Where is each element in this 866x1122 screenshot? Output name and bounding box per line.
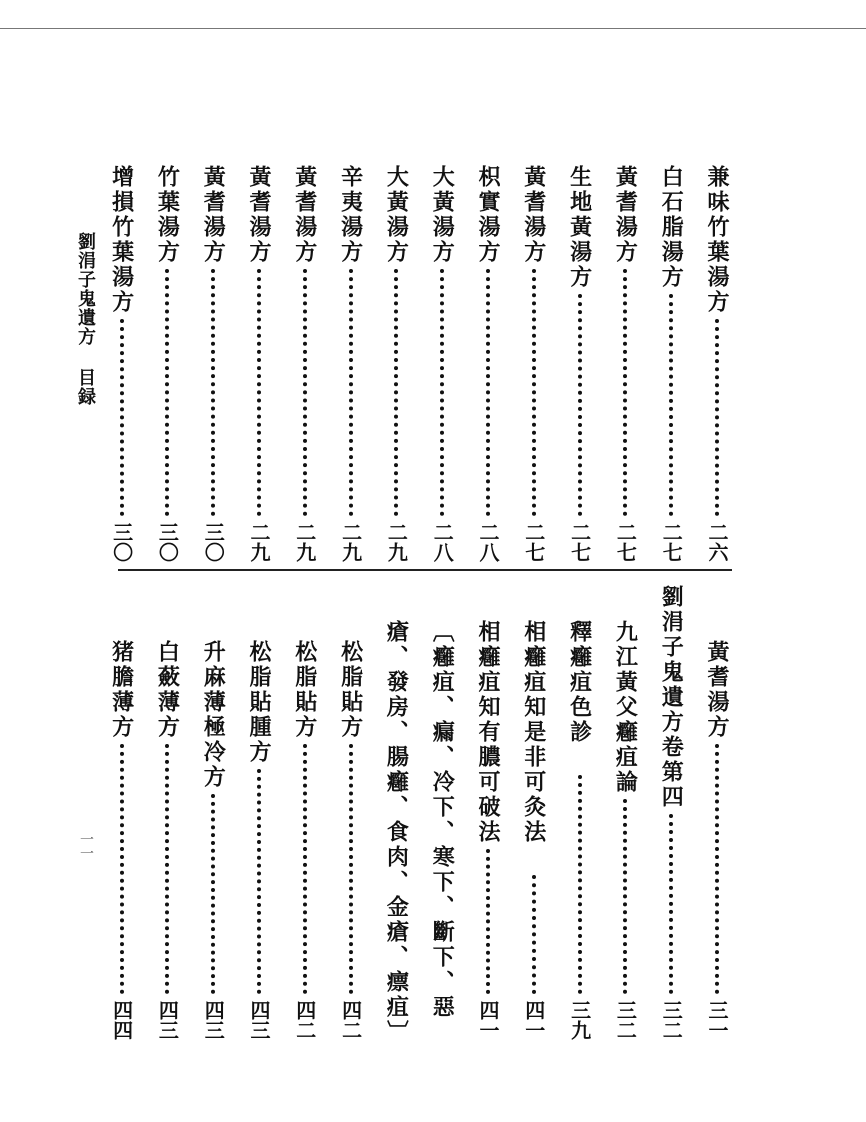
- entry-title: 增損竹葉湯方: [108, 165, 135, 315]
- dot-leader: [303, 744, 307, 994]
- entry-page-number: 二七: [659, 522, 684, 562]
- entry-page-number: 四一: [476, 1000, 500, 1040]
- entry-title: 兼味竹葉湯方: [704, 165, 730, 315]
- entry-page-number: 四三: [201, 1000, 226, 1040]
- toc-entry: [200, 640, 226, 1040]
- entry-page-number: 二七: [567, 522, 592, 562]
- toc-entry: [338, 640, 364, 1040]
- section-title: 目録: [75, 368, 96, 406]
- dot-leader: [165, 269, 169, 516]
- entry-page-number: 二九: [247, 522, 271, 562]
- toc-entry: [200, 165, 226, 562]
- entry-title: 相癰疽知是非可灸法: [520, 620, 547, 845]
- entry-title: 黃耆湯方: [520, 165, 547, 265]
- toc-entry: [292, 165, 318, 562]
- dot-leader: [715, 744, 719, 994]
- dot-leader: [120, 744, 124, 994]
- toc-entry: [612, 165, 638, 562]
- entry-title: 〔癰疽、瘺、冷下、寒下、斷下、惡: [429, 620, 456, 1020]
- dot-leader: [669, 814, 673, 994]
- entry-page-number: 二九: [384, 522, 409, 562]
- dot-leader: [349, 744, 353, 994]
- dot-leader: [715, 319, 719, 516]
- toc-entry: [154, 640, 180, 1040]
- dot-leader: [211, 794, 215, 994]
- dot-leader: [165, 744, 169, 994]
- entry-page-number: 二六: [705, 522, 729, 562]
- entry-page-number: 三二: [659, 1000, 684, 1040]
- toc-entry: [109, 165, 135, 562]
- entry-title: 白蘞薄方: [154, 640, 181, 740]
- toc-entry: [658, 165, 684, 562]
- entry-page-number: 二九: [292, 522, 317, 562]
- entry-title: 竹葉湯方: [154, 165, 181, 265]
- entry-page-number: 四二: [338, 1000, 363, 1040]
- toc-entry: [154, 165, 180, 562]
- entry-title: 白石脂湯方: [658, 165, 685, 290]
- dot-leader: [623, 269, 627, 516]
- entry-title: 升麻薄極冷方: [200, 640, 227, 790]
- toc-entry: [567, 620, 593, 1040]
- entry-title: 辛夷湯方: [337, 165, 364, 265]
- toc-entry: [246, 165, 272, 562]
- toc-entry: [612, 620, 638, 1040]
- dot-leader: [257, 269, 261, 516]
- entry-title: 生地黃湯方: [566, 165, 593, 290]
- dot-leader: [303, 269, 307, 516]
- entry-page-number: 二七: [613, 522, 638, 562]
- dot-leader: [486, 849, 490, 994]
- entry-title: 黃耆湯方: [291, 165, 318, 265]
- entry-page-number: 四三: [247, 1000, 271, 1040]
- toc-entry: [109, 640, 135, 1040]
- dot-leader: [349, 269, 353, 516]
- toc-entry: [383, 620, 410, 1045]
- entry-title: 釋癰疽色診: [566, 620, 593, 745]
- entry-title: 松脂貼方: [291, 640, 318, 740]
- dot-leader: [120, 319, 124, 516]
- divider-rule: [118, 569, 732, 571]
- toc-entry: [246, 640, 272, 1040]
- entry-title: 大黃湯方: [383, 165, 410, 265]
- entry-page-number: 三二: [613, 1000, 638, 1040]
- dot-leader: [532, 875, 536, 994]
- entry-page-number: 四三: [155, 1000, 180, 1040]
- toc-entry: [704, 640, 730, 1040]
- entry-page-number: 二九: [338, 522, 363, 562]
- entry-page-number: 四二: [292, 1000, 317, 1040]
- entry-title: 枳實湯方: [475, 165, 501, 265]
- dot-leader: [578, 775, 582, 994]
- entry-title: 黃耆湯方: [200, 165, 227, 265]
- dot-leader: [532, 269, 536, 516]
- entry-title: 黃耆湯方: [612, 165, 639, 265]
- entry-page-number: 二八: [430, 522, 455, 562]
- entry-title: 黃耆湯方: [704, 640, 730, 740]
- toc-entry: [429, 620, 455, 1040]
- toc-entry: [704, 165, 730, 562]
- toc-entry: [292, 640, 318, 1040]
- toc-entry: [429, 165, 455, 562]
- entry-title: 松脂貼方: [337, 640, 364, 740]
- toc-entry: [383, 165, 409, 562]
- entry-page-number: 三〇: [201, 522, 226, 562]
- entry-page-number: 三九: [567, 1000, 592, 1040]
- dot-leader: [669, 294, 673, 516]
- top-border-line: [0, 28, 866, 29]
- dot-leader: [394, 269, 398, 516]
- dot-leader: [578, 294, 582, 516]
- dot-leader: [440, 269, 444, 516]
- entry-title: 松脂貼腫方: [246, 640, 272, 765]
- book-title: 劉涓子鬼遺方: [75, 232, 96, 346]
- entry-title: 黃耆湯方: [246, 165, 272, 265]
- toc-entry: [658, 585, 684, 1040]
- toc-entry: [475, 165, 501, 562]
- entry-title: 猪膽薄方: [108, 640, 135, 740]
- entry-page-number: 四四: [109, 1000, 134, 1040]
- entry-page-number: 三〇: [155, 522, 180, 562]
- entry-page-number: 二八: [476, 522, 500, 562]
- dot-leader: [257, 769, 261, 994]
- entry-title: 九江黃父癰疽論: [612, 620, 639, 795]
- running-header: [72, 232, 98, 406]
- toc-entry: [521, 165, 547, 562]
- entry-page-number: 四一: [521, 1000, 546, 1040]
- toc-entry: [475, 620, 501, 1040]
- page-number: 一一: [78, 832, 94, 860]
- dot-leader: [211, 269, 215, 516]
- entry-title: 劉涓子鬼遺方卷第四: [658, 585, 685, 810]
- dot-leader: [623, 799, 627, 994]
- entry-page-number: 三〇: [109, 522, 134, 562]
- toc-entry: [338, 165, 364, 562]
- toc-entry: [521, 620, 547, 1040]
- entry-page-number: 三一: [705, 1000, 729, 1040]
- entry-title: 大黃湯方: [429, 165, 456, 265]
- entry-title: 瘡、發房、腸癰、食肉、金瘡、瘭疽〕: [383, 620, 410, 1045]
- toc-entry: [567, 165, 593, 562]
- entry-title: 相癰疽知有膿可破法: [475, 620, 501, 845]
- entry-page-number: 二七: [521, 522, 546, 562]
- dot-leader: [486, 269, 490, 516]
